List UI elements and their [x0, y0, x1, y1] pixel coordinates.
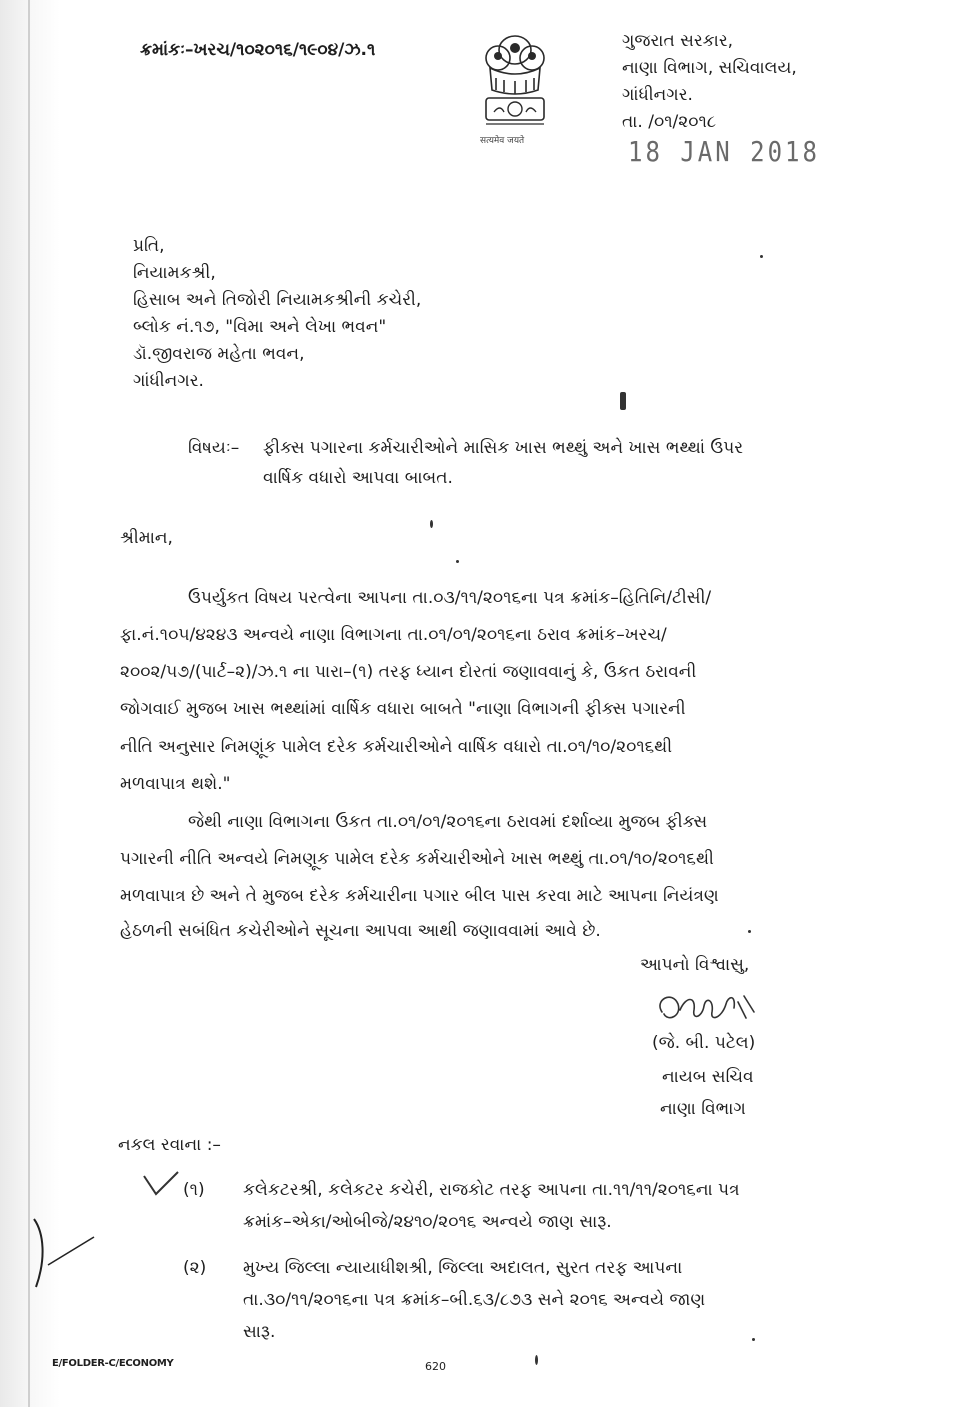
- page-number: 620: [425, 1360, 446, 1373]
- signer-title: નાયબ સચિવ: [662, 1067, 754, 1087]
- addressee-block: [133, 233, 421, 395]
- office-line: ગુજરાત સરકાર,: [622, 31, 734, 51]
- scan-speck: [535, 1355, 538, 1365]
- scan-speck: [748, 930, 751, 933]
- addressee-line: ગાંધીનગર.: [133, 371, 204, 391]
- scan-speck: [620, 392, 626, 410]
- tick-mark-icon: [140, 1170, 180, 1200]
- margin-pen-mark: [0, 1215, 100, 1295]
- addressee-line: હિસાબ અને તિજોરી નિયામકશ્રીની કચેરી,: [133, 290, 422, 310]
- signer-name: (જે. બી. પટેલ): [652, 1033, 756, 1053]
- copy-item-text: ક્રમાંક–એકા/ઓબીજે/૨૪૧૦/૨૦૧૬ અન્વયે જાણ સારૂ.: [243, 1212, 612, 1232]
- paragraph-line: હેઠળની સબંધિત કચેરીઓને સૂચના આપવા આથી જણાવવામાં આવે છે.: [120, 921, 601, 941]
- scan-speck: [752, 1338, 755, 1341]
- paragraph-line: મળવાપાત્ર થશે.": [120, 774, 231, 794]
- paragraph-line: ૨૦૦૨/૫૭/(પાર્ટ–૨)/ઝ.૧ ના પારા–(૧) તરફ ધ્યાન દોરતાં જણાવવાનું કે, ઉકત ઠરાવની: [120, 662, 697, 682]
- office-address: [622, 28, 797, 136]
- office-line: ગાંધીનગર.: [622, 85, 693, 105]
- copy-item-number: (૧): [183, 1180, 205, 1200]
- paragraph-line: પગારની નીતિ અન્વયે નિમણૂક પામેલ દરેક કર્મચારીઓને ખાસ ભથ્થું તા.૦૧/૧૦/૨૦૧૬થી: [120, 849, 714, 869]
- paragraph-line: ફા.નં.૧૦૫/૪૨૪૩ અન્વયે નાણા વિભાગના તા.૦૧/૦૧/૨૦૧૬ના ઠરાવ ક્રમાંક–ખરચ/: [120, 625, 667, 645]
- date-stamp: 18 JAN 2018: [628, 135, 820, 169]
- emblem-motto: सत्यमेव जयते: [480, 136, 525, 146]
- state-emblem-icon: [470, 28, 560, 148]
- subject-text: ફીક્સ પગારના કર્મચારીઓને માસિક ખાસ ભથ્થું અને ખાસ ભથ્થાં ઉપર: [263, 438, 744, 458]
- footer-file-path: E/FOLDER-C/ECONOMY: [52, 1358, 174, 1369]
- addressee-line: ડૉ.જીવરાજ મહેતા ભવન,: [133, 344, 305, 364]
- subject-label: વિષયઃ–: [188, 438, 240, 458]
- copy-item-text: તા.૩૦/૧૧/૨૦૧૬ના પત્ર ક્રમાંક–બી.૬૩/૮૭૩ સને ૨૦૧૬ અન્વયે જાણ: [243, 1290, 706, 1310]
- closing-text: આપનો વિશ્વાસુ,: [640, 955, 750, 975]
- paragraph-line: ઉપર્યુકત વિષય પરત્વેના આપના તા.૦૩/૧૧/૨૦૧૬ના પત્ર ક્રમાંક–હિતિનિ/ટીસી/: [188, 588, 712, 608]
- scan-edge: [28, 0, 30, 1407]
- copy-to-label: નકલ રવાના :–: [118, 1135, 221, 1155]
- copy-item-text: કલેકટરશ્રી, કલેકટર કચેરી, રાજકોટ તરફ આપના તા.૧૧/૧૧/૨૦૧૬ના પત્ર: [243, 1180, 740, 1200]
- scan-speck: [456, 560, 459, 563]
- copy-item-number: (૨): [183, 1258, 207, 1278]
- copy-item-text: મુખ્ય જિલ્લા ન્યાયાધીશશ્રી, જિલ્લા અદાલત, સુરત તરફ આપના: [243, 1258, 683, 1278]
- subject-text: વાર્ષિક વધારો આપવા બાબત.: [263, 468, 453, 488]
- signer-department: નાણા વિભાગ: [660, 1099, 746, 1119]
- scan-speck: [430, 520, 433, 528]
- office-date: તા. /૦૧/૨૦૧૮: [622, 112, 717, 132]
- addressee-line: બ્લોક નં.૧૭, "વિમા અને લેખા ભવન": [133, 317, 387, 337]
- paragraph-line: મળવાપાત્ર છે અને તે મુજબ દરેક કર્મચારીના પગાર બીલ પાસ કરવા માટે આપના નિયંત્રણ: [120, 886, 719, 906]
- salutation: શ્રીમાન,: [120, 528, 173, 548]
- handwritten-signature: [650, 982, 770, 1032]
- paragraph-line: જેથી નાણા વિભાગના ઉકત તા.૦૧/૦૧/૨૦૧૬ના ઠરાવમાં દર્શાવ્યા મુજબ ફીક્સ: [188, 812, 708, 832]
- order-number: ક્રમાંકઃ–ખરચ/૧૦૨૦૧૬/૧૯૦૪/ઝ.૧: [140, 40, 376, 60]
- paragraph-line: જોગવાઈ મુજબ ખાસ ભથ્થાંમાં વાર્ષિક વધારા બાબતે "નાણા વિભાગની ફીક્સ પગારની: [120, 699, 686, 719]
- paragraph-line: નીતિ અનુસાર નિમણૂંક પામેલ દરેક કર્મચારીઓને વાર્ષિક વધારો તા.૦૧/૧૦/૨૦૧૬થી: [120, 737, 673, 757]
- addressee-line: પ્રતિ,: [133, 236, 165, 256]
- copy-item-text: સારૂ.: [243, 1322, 276, 1342]
- office-line: નાણા વિભાગ, સચિવાલય,: [622, 58, 797, 78]
- scan-speck: [760, 255, 763, 258]
- addressee-line: નિયામકશ્રી,: [133, 263, 216, 283]
